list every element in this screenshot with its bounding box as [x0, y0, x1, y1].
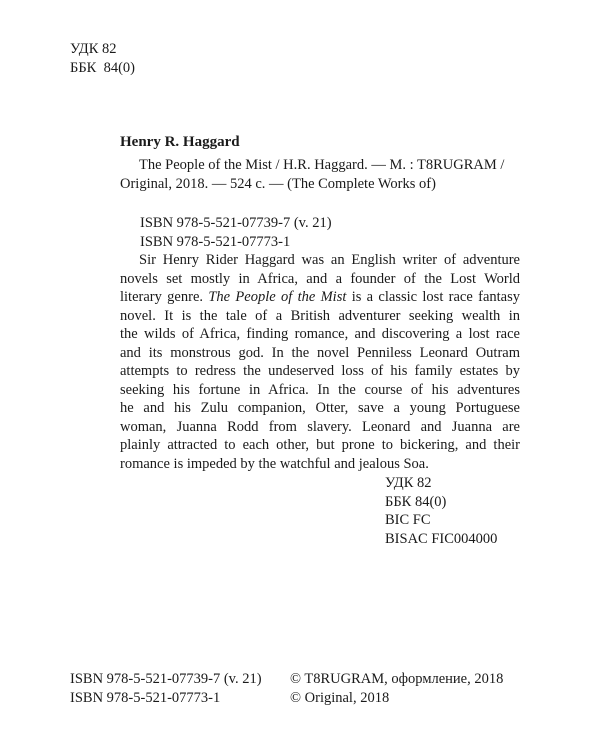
isbn-volume: ISBN 978-5-521-07739-7 (v. 21)	[140, 215, 332, 231]
bbk-code: ББК 84(0)	[70, 59, 135, 76]
abstract-line: woman, Juanna Rodd from slavery. Leonard and Juanna are	[120, 418, 520, 435]
book-abstract	[120, 251, 520, 473]
copyright-design: © T8RUGRAM, оформление, 2018	[290, 671, 504, 687]
top-classification-codes	[70, 40, 135, 77]
biblio-line-1: The People of the Mist / H.R. Haggard. — M. : T8RUGRAM /	[139, 157, 505, 173]
bibliographic-description	[120, 156, 504, 193]
book-title-italic: The People of the Mist	[208, 289, 347, 305]
abstract-line: attempts to redress the undeserved loss of his family estates by	[120, 363, 520, 379]
abstract-line	[120, 288, 520, 307]
abstract-line: plainly attracted to each other, but prone to bickering, and their	[120, 437, 520, 453]
abstract-line: Sir Henry Rider Haggard was an English writer of adventure	[139, 252, 520, 268]
isbn-series: ISBN 978-5-521-07773-1	[140, 233, 291, 250]
abstract-line: romance is impeded by the watchful and jealous Soa.	[120, 455, 429, 472]
isbn-list	[140, 214, 332, 251]
abstract-line: novels set mostly in Africa, and a founder of the Lost World	[120, 270, 520, 287]
abstract-line: he and his Zulu companion, Otter, save a young Portuguese	[120, 400, 520, 416]
udk-code: УДК 82	[70, 41, 117, 57]
isbn-volume: ISBN 978-5-521-07739-7 (v. 21)	[70, 671, 262, 687]
copyright-original: © Original, 2018	[290, 689, 390, 706]
biblio-line-2: Original, 2018. — 524 c. — (The Complete Works of)	[120, 175, 436, 192]
footer-isbn-list	[70, 670, 262, 707]
bbk-code: ББК 84(0)	[385, 493, 447, 510]
abstract-text: literary genre.	[120, 289, 209, 305]
bisac-code: BISAC FIC004000	[385, 530, 498, 547]
abstract-line: and its monstrous god. In the novel Penniless Leonard Outram	[120, 344, 520, 361]
abstract-line: novel. It is the tale of a British adventurer seeking wealth in	[120, 307, 520, 324]
abstract-line: the wilds of Africa, finding romance, and discovering a lost race	[120, 326, 520, 342]
bic-code: BIC FC	[385, 512, 431, 528]
udk-code: УДК 82	[385, 475, 432, 491]
footer-copyright	[290, 670, 503, 707]
author-heading: Henry R. Haggard	[120, 134, 240, 150]
abstract-text: is a classic lost race fantasy	[346, 289, 520, 305]
isbn-series: ISBN 978-5-521-07773-1	[70, 689, 221, 706]
abstract-line: seeking his fortune in Africa. In the course of his adventures	[120, 381, 520, 398]
right-classification-codes	[385, 474, 497, 548]
